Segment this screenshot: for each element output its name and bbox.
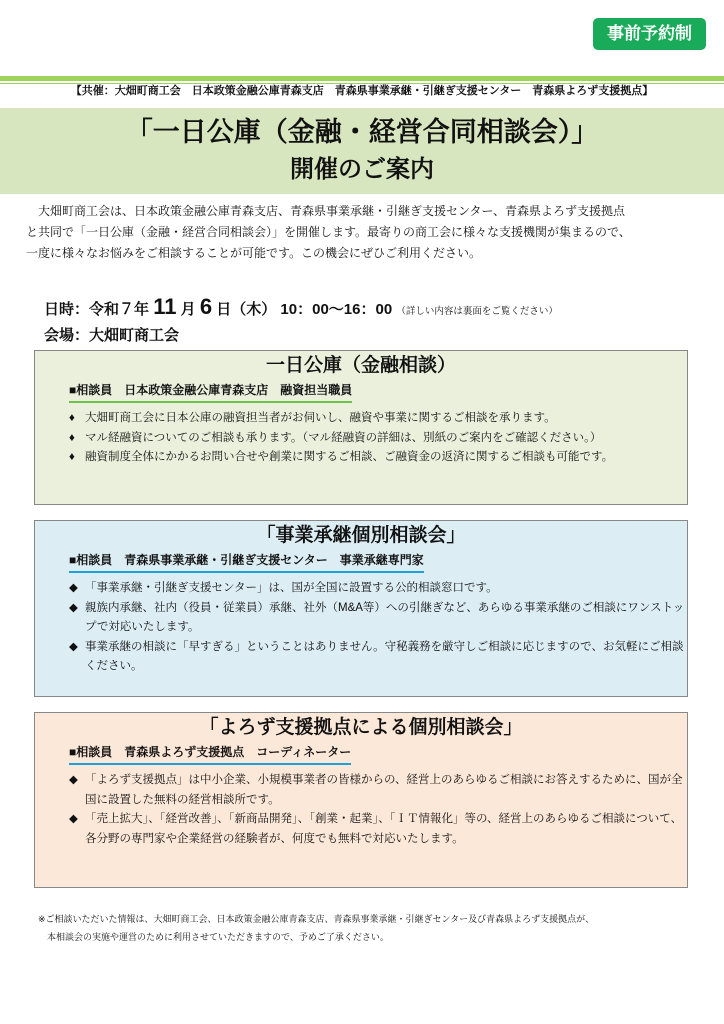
list-item bbox=[69, 771, 687, 810]
list-item bbox=[69, 448, 687, 468]
diamond-icon: ♦ bbox=[69, 412, 75, 424]
section-business-succession bbox=[34, 520, 688, 697]
diamond-icon: ♦ bbox=[69, 431, 75, 444]
footnote-line: ※ご相談いただいた情報は、大畑町商工会、日本政策金融公庫青森支店、青森県事業承継・引継ぎセンター及び青森県よろず支援拠点が、 bbox=[38, 914, 595, 924]
section-title: 「よろず支援拠点による個別相談会」 bbox=[199, 717, 523, 738]
intro-line: 一度に様々なお悩みをご相談することが可能です。この機会にぜひご利用ください。 bbox=[26, 246, 482, 260]
section-finance-consultation bbox=[34, 350, 688, 505]
intro-line: と共同で「一日公庫（金融・経営合同相談会）」を開催します。最寄りの商工会に様々な支援機関が集まるので、 bbox=[26, 225, 631, 239]
section-yorozu-support bbox=[34, 712, 688, 888]
item-text: 融資制度全体にかかるお問い合せや創業に関するご相談、ご融資金の返済に関するご相談も可能です。 bbox=[85, 451, 614, 463]
item-text: 事業承継の相談に「早すぎる」ということはありません。守秘義務を厳守しご相談に応じますので、お気軽にご相談ください。 bbox=[85, 640, 684, 672]
item-text: 「事業承継・引継ぎ支援センター」は、国が全国に設置する公的相談窓口です。 bbox=[85, 582, 498, 594]
event-datetime bbox=[44, 294, 558, 320]
month-unit: 月 bbox=[180, 301, 196, 318]
diamond-icon: ◆ bbox=[69, 640, 78, 653]
footnote bbox=[38, 910, 718, 946]
footnote-line: 本相談会の実施や運営のために利用させていただきますので、予めご了承ください。 bbox=[38, 932, 389, 942]
day: 6 bbox=[199, 294, 213, 319]
page-title: 「一日公庫（金融・経営合同相談会）」 bbox=[125, 117, 599, 147]
section-staff: ■相談員 日本政策金融公庫青森支店 融資担当職員 bbox=[69, 381, 352, 403]
item-text: 「売上拡大」、「経営改善」、「新商品開発」、「創業・起業」、「ＩＴ情報化」等の、経営上のあらゆるご相談について、各分野の専門家や企業経営の経験者が、何度でも無料で対応いたします。 bbox=[85, 813, 683, 845]
diamond-icon: ◆ bbox=[69, 582, 78, 594]
title-band bbox=[0, 108, 724, 194]
time: 10：00〜16：00 bbox=[280, 301, 393, 318]
item-text: 大畑町商工会に日本公庫の融資担当者がお伺いし、融資や事業に関するご相談を承ります。 bbox=[85, 412, 556, 424]
cosponsors: 【共催：大畑町商工会 日本政策金融公庫青森支店 青森県事業承継・引継ぎ支援センター 青森県よろず支援拠点】 bbox=[70, 85, 654, 97]
section-title: 一日公庫（金融相談） bbox=[265, 355, 456, 376]
diamond-icon: ◆ bbox=[69, 601, 78, 614]
section-title: 「事業承継個別相談会」 bbox=[256, 525, 466, 546]
list-item bbox=[69, 409, 687, 429]
item-text: マル経融資についてのご相談も承ります。（マル経融資の詳細は、別紙のご案内をご確認ください。） bbox=[85, 431, 602, 444]
date-label: 日時：令和７年 bbox=[44, 301, 150, 318]
list-item bbox=[69, 810, 687, 849]
item-text: 「よろず支援拠点」は中小企業、小規模事業者の皆様からの、経営上のあらゆるご相談にお答えするために、国が全国に設置した無料の経営相談所です。 bbox=[85, 774, 683, 806]
section-staff: ■相談員 青森県事業承継・引継ぎ支援センター 事業承継専門家 bbox=[69, 551, 424, 573]
month: 11 bbox=[153, 294, 177, 319]
diamond-icon: ◆ bbox=[69, 774, 78, 786]
intro-paragraph bbox=[26, 201, 706, 264]
header-rule bbox=[0, 76, 724, 81]
list-item bbox=[69, 638, 687, 677]
list-item bbox=[69, 429, 687, 449]
page-subtitle: 開催のご案内 bbox=[290, 156, 434, 183]
day-unit: 日（木） bbox=[216, 301, 277, 318]
list-item bbox=[69, 579, 687, 599]
section-staff: ■相談員 青森県よろず支援拠点 コーディネーター bbox=[69, 743, 351, 765]
list-item bbox=[69, 599, 687, 638]
reservation-required-badge: 事前予約制 bbox=[593, 18, 706, 50]
intro-line: 大畑町商工会は、日本政策金融公庫青森支店、青森県事業承継・引継ぎ支援センター、青森県よろず支援拠点 bbox=[26, 204, 626, 218]
event-venue: 会場：大畑町商工会 bbox=[44, 327, 180, 344]
diamond-icon: ♦ bbox=[69, 451, 75, 463]
item-text: 親族内承継、社内（役員・従業員）承継、社外（M&A等）への引継ぎなど、あらゆる事業承継のご相談にワンストップで対応いたします。 bbox=[85, 601, 685, 633]
diamond-icon: ◆ bbox=[69, 813, 78, 825]
datetime-note: （詳しい内容は裏面をご覧ください） bbox=[396, 306, 558, 317]
